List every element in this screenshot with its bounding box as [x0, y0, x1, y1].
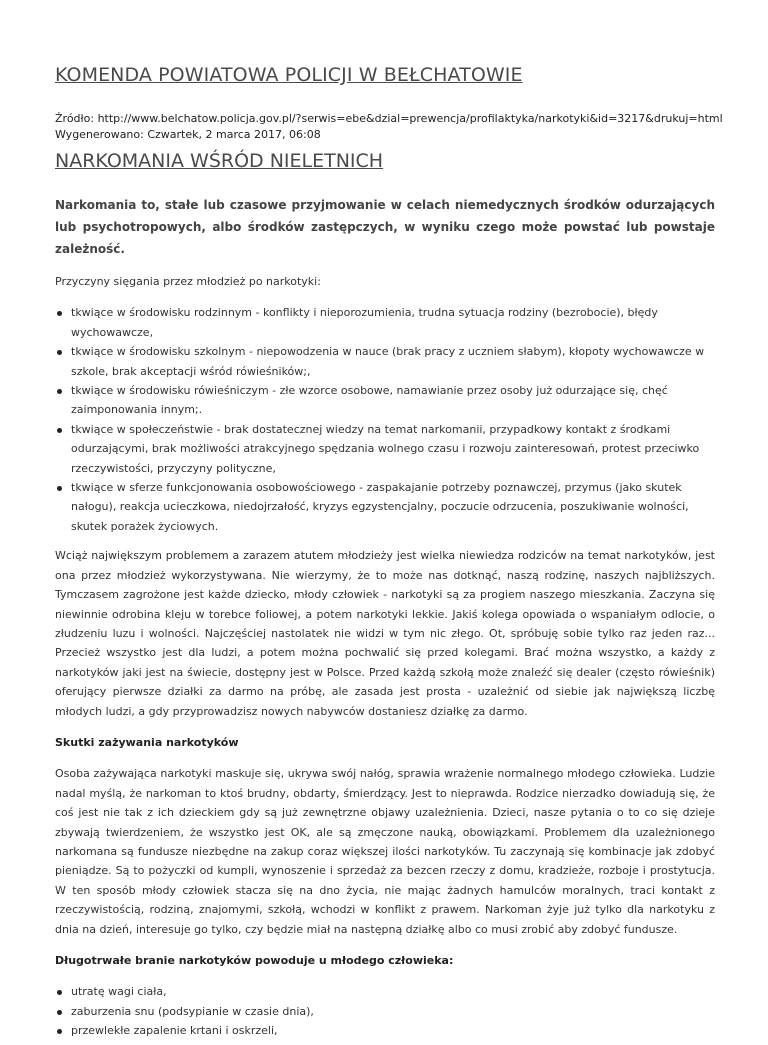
- site-title: KOMENDA POWIATOWA POLICJI W BEŁCHATOWIE: [55, 64, 523, 86]
- list-item: tkwiące w środowisku rodzinnym - konflikty i nieporozumienia, trudna sytuacja rodziny (bezrobocie), błędy wychowawcze,: [71, 303, 715, 342]
- article-content: [55, 194, 715, 1045]
- list-item: tkwiące w środowisku rówieśniczym - złe wzorce osobowe, namawianie przez osoby już odurzające się, chęć zaimponowania innym;.: [71, 381, 715, 420]
- list-item: przewlekłe zapalenie krtani i oskrzeli,: [71, 1021, 715, 1040]
- longterm-effects-list: [55, 982, 715, 1040]
- paragraph-effects: Osoba zażywająca narkotyki maskuje się, ukrywa swój nałóg, sprawia wrażenie normalnego młodego człowieka. Ludzie nadal myślą, że narkoman to ktoś brudny, obdarty, śmierdzący. Jest to nieprawda. Rodzice nierzadko dowiadują się, że coś jest nie tak z ich dzieckiem gdy są już zewnętrzne objawy uzależnienia. Dzieci, nasze pytania o to co się dzieje zbywają twierdzeniem, że wszystko jest OK, ale są zmęczone nauką, obowiązkami. Problemem dla uzależnionego narkomana są fundusze niezbędne na zakup coraz większej ilości narkotyków. Tu zaczynają się kombinacje jak zdobyć pieniądze. Są to pożyczki od kumpli, wynoszenie i sprzedaż za bezcen rzeczy z domu, kradzieże, rozboje i prostytucja. W ten sposób młody człowiek stacza się na dno życia, nie mając żadnych hamulców moralnych, traci kontakt z rzeczywistością, rodziną, znajomymi, szkołą, wchodzi w konflikt z prawem. Narkoman żyje już tylko dla narkotyku z dnia na dzień, interesuje go tylko, czy będzie miał na następną działkę albo co musi zrobić aby zdobyć fundusze.: [55, 767, 715, 936]
- list-item: tkwiące w sferze funkcjonowania osobowościowego - zaspakajanie potrzeby poznawczej, przymus (jako skutek nałogu), reakcja ucieczkowa, niedojrzałość, kryzys egzystencjalny, poczucie odrzucenia, poszukiwanie wolności, skutek porażek życiowych.: [71, 478, 715, 536]
- generated-date-line: Wygenerowano: Czwartek, 2 marca 2017, 06:08: [55, 128, 321, 141]
- list-item: tkwiące w środowisku szkolnym - niepowodzenia w nauce (brak pracy z uczniem słabym), kłopoty wychowawcze w szkole, brak akceptacji wśród rówieśników;,: [71, 342, 715, 381]
- paragraph-parents: Wciąż największym problemem a zarazem atutem młodzieży jest wielka niewiedza rodziców na temat narkotyków, jest ona przez młodzież wykorzystywana. Nie wierzymy, że to może nas dotknąć, naszą rodzinę, naszych najbliższych. Tymczasem zagrożone jest każde dziecko, młody człowiek - narkotyki są za progiem naszego mieszkania. Zaczyna się niewinnie odrobina kleju w torebce foliowej, a potem narkotyki lekkie. Jakiś kolega opowiada o wspaniałym odlocie, o złudzeniu luzu i wolności. Najczęściej nastolatek nie widzi w tym nic złego. Ot, spróbuję sobie tylko raz jeden raz... Przecież wszystko jest dla ludzi, a potem można pochwalić się przed kolegami. Brać można wszystko, a każdy z narkotyków jaki jest na świecie, dostępny jest w Polsce. Przed każdą szkołą może znaleźć się dealer (często rówieśnik) oferujący pierwsze działki za darmo na próbę, ale zasada jest prosta - uzależnić od siebie jak największą liczbę młodych ludzi, a gdy przyprowadzisz nowych nabywców dostaniesz działkę za darmo.: [55, 549, 715, 718]
- list-item: utratę wagi ciała,: [71, 982, 715, 1001]
- print-meta: [55, 111, 723, 143]
- causes-list: [55, 303, 715, 536]
- longterm-heading: Długotrwałe branie narkotyków powoduje u młodego człowieka:: [55, 954, 454, 967]
- list-item: zaburzenia snu (podsypianie w czasie dnia),: [71, 1002, 715, 1021]
- list-item: tkwiące w społeczeństwie - brak dostatecznej wiedzy na temat narkomanii, przypadkowy kontakt z środkami odurzającymi, brak możliwości atrakcyjnego spędzania wolnego czasu i rozwoju zainteresowań, protest przeciwko rzeczywistości, przyczyny polityczne,: [71, 420, 715, 478]
- causes-intro: Przyczyny sięgania przez młodzież po narkotyki:: [55, 275, 321, 288]
- source-url-line: Źródło: http://www.belchatow.policja.gov.pl/?serwis=ebe&dzial=prewencja/profilaktyka/narkotyki&id=3217&drukuj=html: [55, 112, 723, 125]
- effects-heading: Skutki zażywania narkotyków: [55, 735, 239, 749]
- article-lead: Narkomania to, stałe lub czasowe przyjmowanie w celach niemedycznych środków odurzających lub psychotropowych, albo środków zastępczych, w wyniku czego może powstać lub powstaje zależność.: [55, 198, 715, 256]
- article-title: NARKOMANIA WŚRÓD NIELETNICH: [55, 150, 384, 172]
